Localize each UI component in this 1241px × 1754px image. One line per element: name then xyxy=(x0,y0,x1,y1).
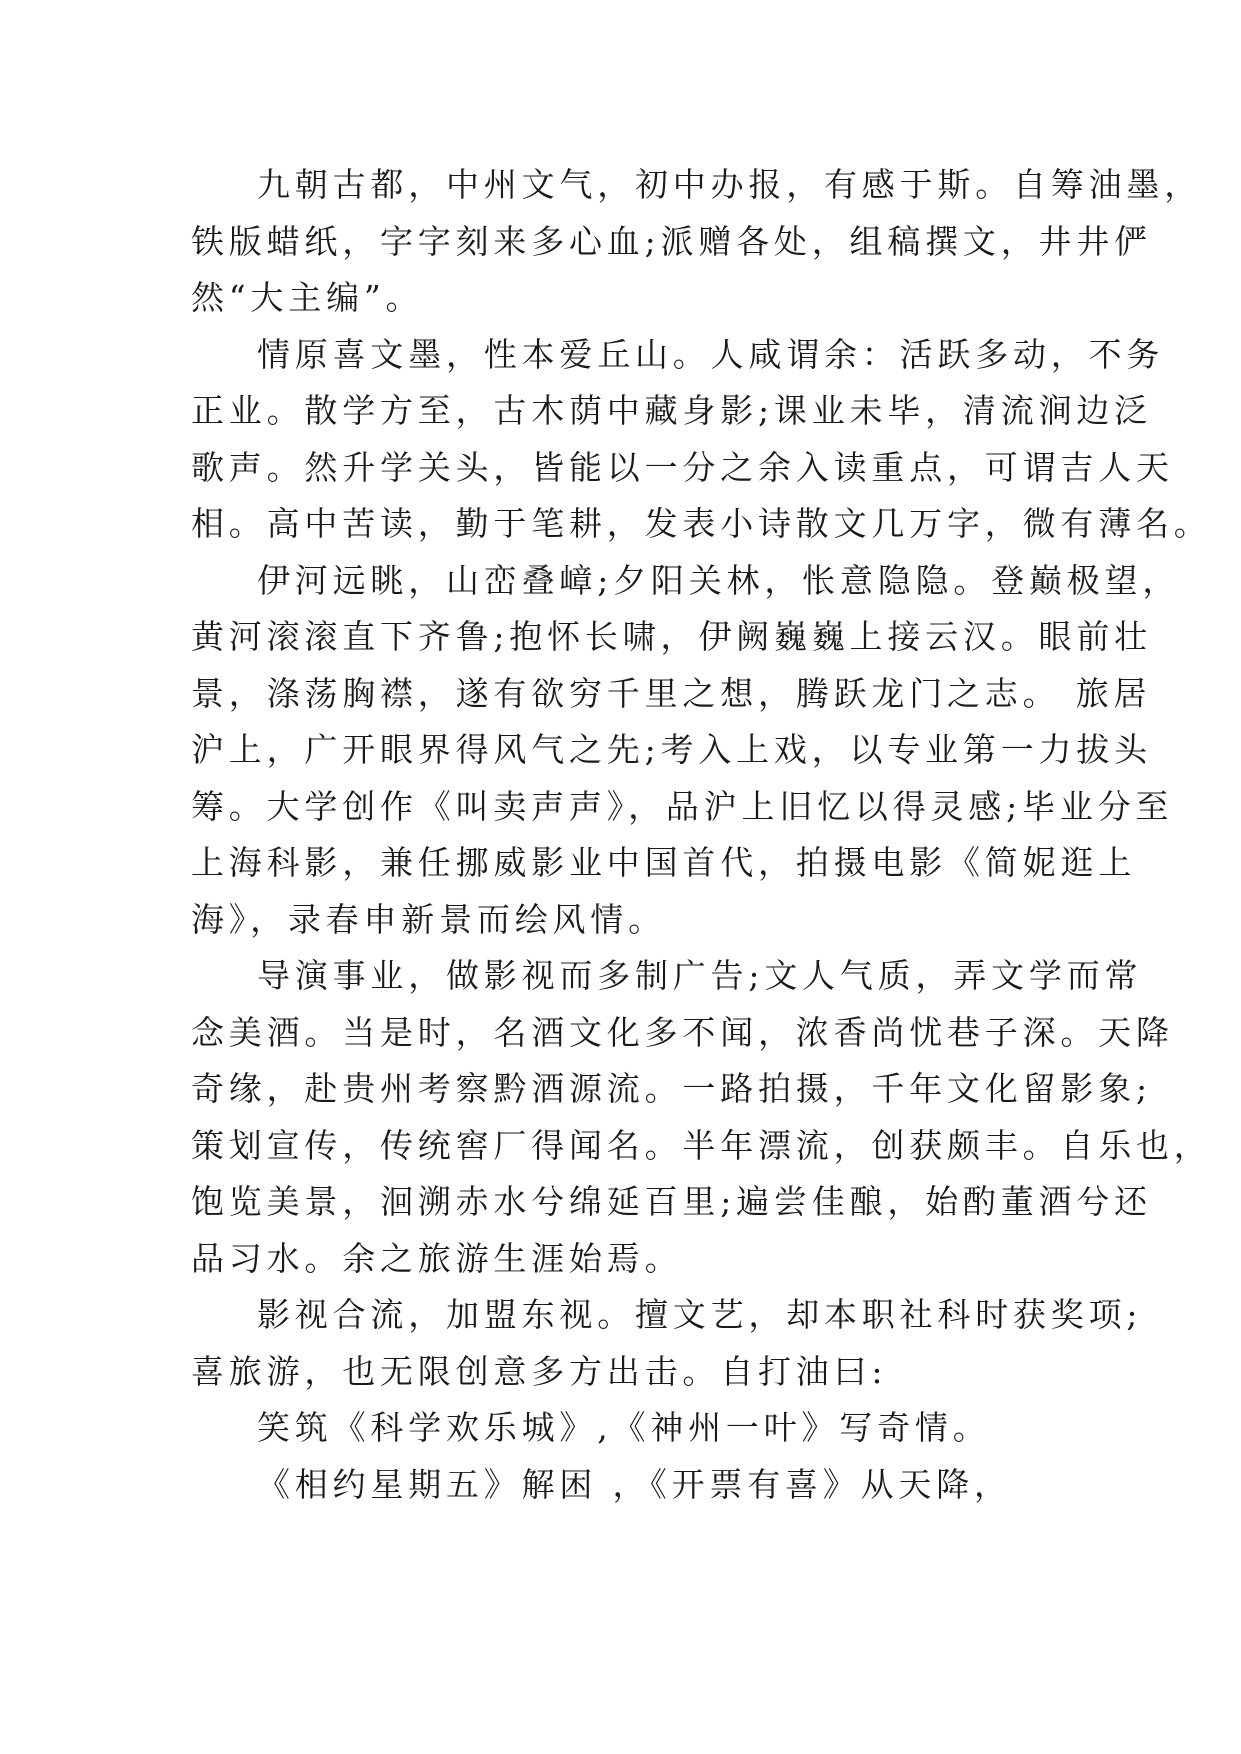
text-line: 上海科影，兼任挪威影业中国首代，拍摄电影《简妮逛上 xyxy=(191,843,1136,882)
text-line: 筹。大学创作《叫卖声声》，品沪上旧忆以得灵感;毕业分至 xyxy=(191,786,1174,826)
paragraph xyxy=(191,1287,1143,1400)
text-line: 九朝古都，中州文气，初中办报，有感于斯。自筹油墨， xyxy=(257,165,1202,204)
text-line: 歌声。然升学关头，皆能以一分之余入读重点，可谓吉人天 xyxy=(191,447,1174,487)
text-line: 导演事业，做影视而多制广告;文人气质，弄文学而常 xyxy=(257,956,1143,995)
text-line: 品习水。余之旅游生涯始焉。 xyxy=(191,1238,683,1278)
paragraph xyxy=(191,157,1202,327)
paragraph xyxy=(191,553,1181,949)
paragraph xyxy=(191,948,1212,1287)
text-line: 景，涤荡胸襟，遂有欲穷千里之想，腾跃龙门之志。 旅居 xyxy=(191,673,1152,713)
text-line: 笑筑《科学欢乐城》,《神州一叶》写奇情。 xyxy=(257,1408,991,1447)
text-line: 影视合流，加盟东视。擅文艺，却本职社科时获奖项; xyxy=(257,1295,1143,1334)
text-line: 饱览美景，洄溯赤水兮绵延百里;遍尝佳酿，始酌董酒兮还 xyxy=(191,1182,1152,1221)
text-line: 伊河远眺，山峦叠嶂;夕阳关林，怅意隐隐。登巅极望， xyxy=(257,560,1181,600)
paragraph xyxy=(191,1400,1071,1457)
text-line: 然“大主编”。 xyxy=(191,278,424,317)
text-line: 情原喜文墨，性本爱丘山。人咸谓余：活跃多动，不务 xyxy=(257,334,1165,374)
text-line: 念美酒。当是时，名酒文化多不闻，浓香尚忧巷子深。天降 xyxy=(191,1012,1174,1052)
text-line: 《相约星期五》解困 ，《开票有喜》从天降， xyxy=(257,1464,1012,1504)
text-line: 黄河滚滚直下齐鲁;抱怀长啸，伊阙巍巍上接云汉。眼前壮 xyxy=(191,617,1152,656)
text-line: 正业。散学方至，古木荫中藏身影;课业未毕，清流涧边泛 xyxy=(191,391,1152,430)
paragraph xyxy=(191,1457,1071,1514)
text-line: 策划宣传，传统窖厂得闻名。半年漂流，创获颇丰。自乐也， xyxy=(191,1125,1212,1165)
text-line: 喜旅游，也无限创意多方出击。自打油曰: xyxy=(191,1351,888,1391)
text-line: 相。高中苦读，勤于笔耕，发表小诗散文几万字，微有薄名。 xyxy=(191,504,1212,543)
text-line: 铁版蜡纸，字字刻来多心血;派赠各处，组稿撰文，井井俨 xyxy=(191,221,1152,261)
paragraph xyxy=(191,327,1212,553)
text-line: 沪上，广开眼界得风气之先;考入上戏，以专业第一力拔头 xyxy=(191,730,1152,769)
text-line: 海》，录春申新景而绘风情。 xyxy=(191,899,666,939)
document-body xyxy=(191,157,1212,1513)
text-line: 奇缘，赴贵州考察黔酒源流。一路拍摄，千年文化留影象; xyxy=(191,1069,1152,1108)
